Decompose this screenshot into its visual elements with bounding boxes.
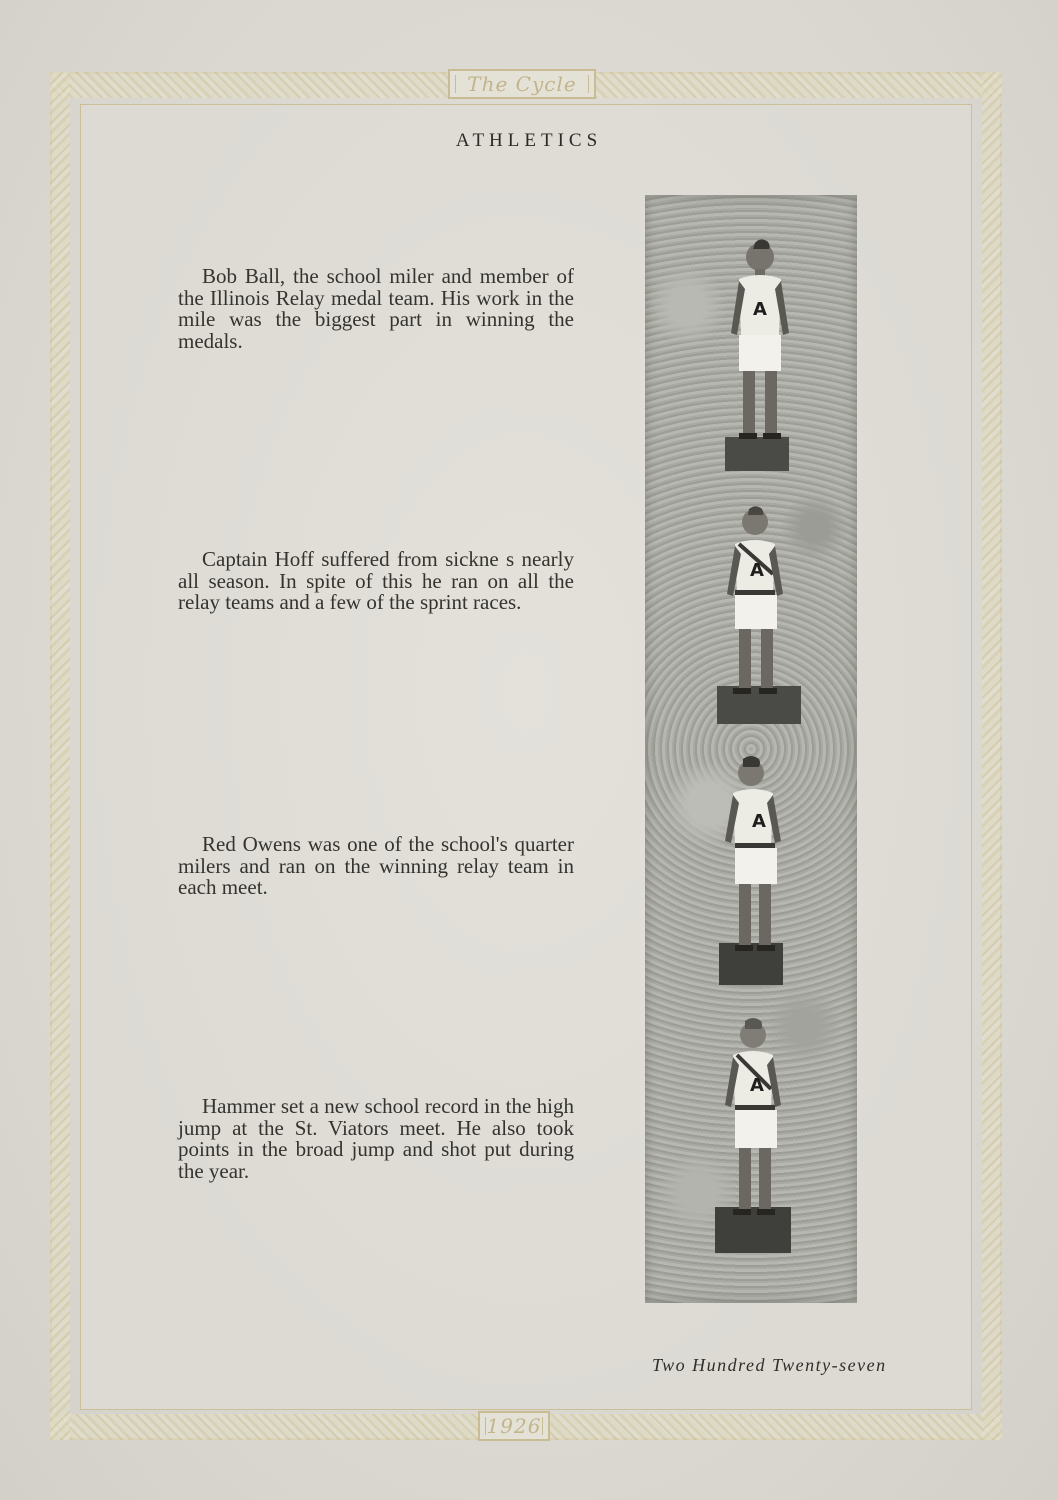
jersey-letter-2: A [750, 560, 764, 581]
athlete-caption-1: Bob Ball, the school miler and member of the Illinois Relay medal team. His work in the mile was the biggest part in winning the medals. [178, 264, 574, 353]
running-title-badge [448, 69, 596, 99]
athlete-photo-3 [713, 753, 803, 993]
running-title: The Cycle [467, 72, 577, 96]
athlete-photo-4 [711, 1015, 801, 1255]
page-heading: ATHLETICS [455, 130, 603, 151]
athlete-caption-2: Captain Hoff suffered from sickne s nearly all season. In spite of this he ran on all the relay teams and a few of the sprint races. [178, 547, 574, 614]
decorative-border-band-right [982, 72, 1002, 1440]
athlete-photo-strip [645, 195, 857, 1303]
athlete-photo-2 [705, 500, 805, 730]
year-label: 1926 [486, 1414, 542, 1438]
athlete-caption-4: Hammer set a new school record in the high jump at the St. Viators meet. He also took points in the broad jump and shot put during the year. [178, 1094, 574, 1183]
jersey-letter-4: A [750, 1075, 764, 1096]
page-number: Two Hundred Twenty-seven [652, 1355, 887, 1375]
athlete-photo-1 [715, 235, 805, 475]
jersey-letter-1: A [753, 299, 767, 320]
jersey-letter-3: A [752, 811, 766, 832]
decorative-border-band-left [50, 72, 70, 1440]
year-badge [478, 1411, 550, 1441]
athlete-caption-3: Red Owens was one of the school's quarter milers and ran on the winning relay team in each meet. [178, 832, 574, 899]
